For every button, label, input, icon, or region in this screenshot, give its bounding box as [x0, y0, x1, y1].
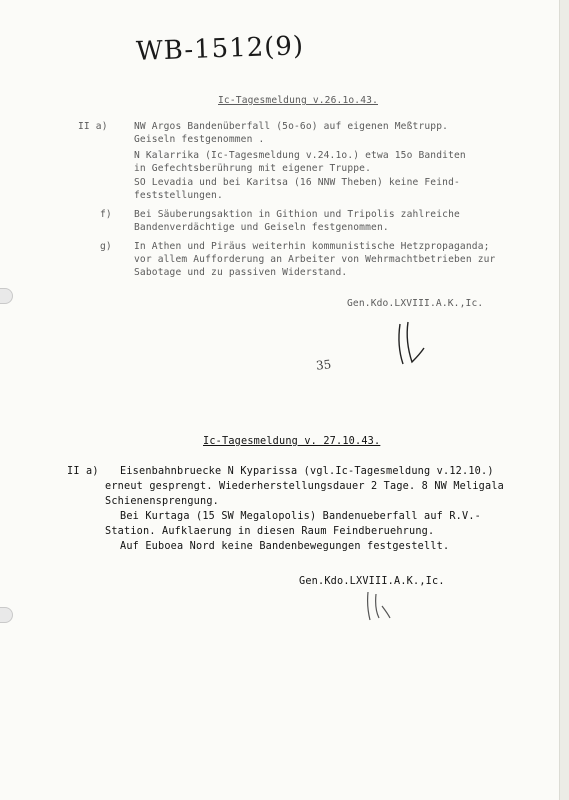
- report1-line: in Gefechtsberührung mit eigener Truppe.: [134, 163, 372, 174]
- report2-section-label: II a): [67, 466, 99, 477]
- report2-line: erneut gesprengt. Wiederherstellungsdauer 2 Tage. 8 NW Meligala: [105, 481, 505, 492]
- report1-signature: Gen.Kdo.LXVIII.A.K.,Ic.: [347, 298, 484, 309]
- report1-label-g: g): [100, 241, 112, 252]
- handwritten-initials-2: [360, 588, 396, 624]
- paper-edge: [559, 0, 569, 800]
- report1-title: Ic-Tagesmeldung v.26.1o.43.: [218, 95, 378, 106]
- report1-line: NW Argos Bandenüberfall (5o-6o) auf eigenen Meßtrupp.: [134, 121, 449, 132]
- report1-line: SO Levadia und bei Karitsa (16 NNW Theben) keine Feind-: [134, 177, 460, 188]
- report2-line: Auf Euboea Nord keine Bandenbewegungen festgestellt.: [120, 541, 450, 552]
- punch-hole: [0, 288, 13, 304]
- report2-line: Bei Kurtaga (15 SW Megalopolis) Bandenueberfall auf R.V.-: [120, 511, 482, 522]
- report2-title: Ic-Tagesmeldung v. 27.10.43.: [203, 436, 381, 447]
- report2-signature: Gen.Kdo.LXVIII.A.K.,Ic.: [299, 576, 445, 587]
- report1-line: N Kalarrika (Ic-Tagesmeldung v.24.1o.) etwa 15o Banditen: [134, 150, 466, 161]
- handwritten-initials: [390, 318, 434, 370]
- handwritten-reference: WB-1512(9): [135, 31, 305, 67]
- report1-line: vor allem Aufforderung an Arbeiter von Wehrmachtbetrieben zur: [134, 254, 496, 265]
- report1-line: feststellungen.: [134, 190, 223, 201]
- report1-line: Geiseln festgenommen .: [134, 134, 265, 145]
- report2-line: Eisenbahnbruecke N Kyparissa (vgl.Ic-Tagesmeldung v.12.10.): [120, 466, 494, 477]
- page-number-note: 35: [315, 357, 332, 373]
- report1-line: Sabotage und zu passiven Widerstand.: [134, 267, 348, 278]
- report1-line: Bei Säuberungsaktion in Githion und Tripolis zahlreiche: [134, 209, 460, 220]
- report1-line: Bandenverdächtige und Geiseln festgenommen.: [134, 222, 389, 233]
- report1-line: In Athen und Piräus weiterhin kommunistische Hetzpropaganda;: [134, 241, 490, 252]
- report1-label-f: f): [100, 209, 112, 220]
- report2-line: Station. Aufklaerung in diesen Raum Feindberuehrung.: [105, 526, 435, 537]
- report1-section-label: II a): [78, 121, 108, 132]
- punch-hole: [0, 607, 13, 623]
- report2-line: Schienensprengung.: [105, 496, 220, 507]
